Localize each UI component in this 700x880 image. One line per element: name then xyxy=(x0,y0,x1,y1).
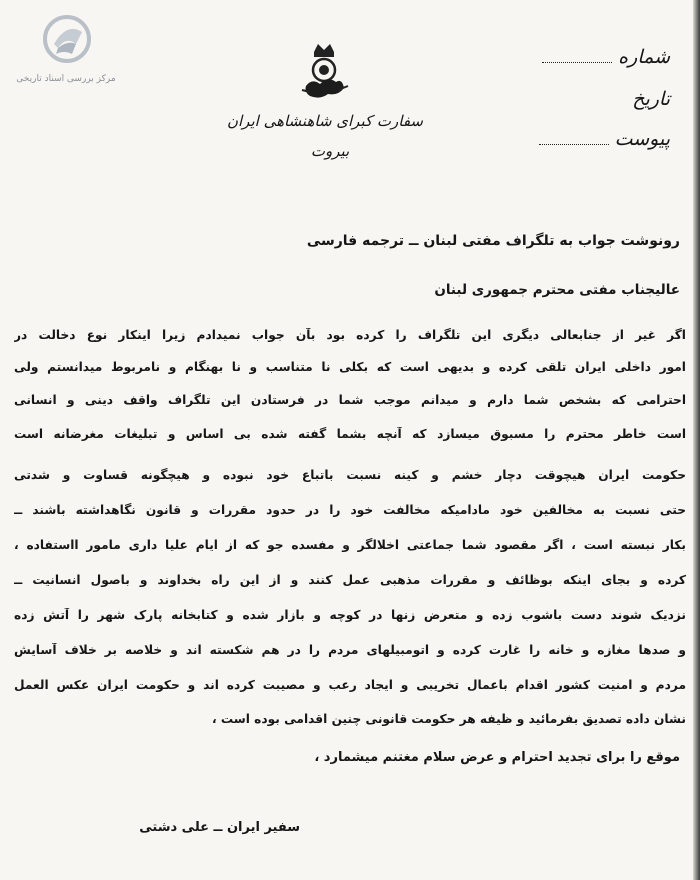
embassy-city: بیروت xyxy=(310,142,350,160)
attachment-label: پیوست xyxy=(614,128,670,150)
attachment-line xyxy=(539,130,609,145)
body-line: امور داخلی ایران تلقی کرده و بدیهی است که بکلی نا متناسب و نا بهنگام و نامربوط میدانستم ولی xyxy=(14,360,686,374)
body-line: حتی نسبت به مخالفین خود مادامیکه مخالفت خود را در حدود مقررات و قانون نگاهداشته باشند ــ xyxy=(14,503,686,517)
body-line: بکار نبسته است ، اگر مقصود شما جماعتی اخلالگر و مفسده جو که از ایام علیا داری مامور ااستفاده ، xyxy=(14,538,686,552)
body-line: کرده و بجای اینکه بوظائف و مقررات مذهبی عمل کنند و از این راه بخداوند و باصول انسانیت ــ xyxy=(14,573,686,587)
body-line: احترامی که بشخص شما دارم و میدانم موجب شما در فرستادن این تلگراف واقف دینی و انسانی xyxy=(14,393,686,407)
scan-edge xyxy=(693,0,700,880)
body-line: و صدها مغازه و خانه را غارت کرده و اتومبیلهای مردم را در هم شکسته اند و خلاصه بر خلاف آسایش xyxy=(14,643,686,657)
body-line: نزدیک شوند دست باشوب زده و متعرض زنها در کوچه و بازار شده و کتابخانه پارک شهر را آتش زده xyxy=(14,608,686,622)
body-line: است خاطر محترم را مسبوق میسازد که آنچه بشما گفته شده بی اساس و تبلیغات مغرضانه است xyxy=(14,427,686,441)
salutation: عالیجناب مفتی محترم جمهوری لبنان xyxy=(434,282,680,298)
attachment-field xyxy=(539,128,670,150)
watermark-text: مرکز بررسی اسناد تاریخی xyxy=(16,74,116,84)
date-field xyxy=(632,88,670,110)
body-line: نشان داده تصدیق بفرمائید و ظیفه هر حکومت قانونی چنین اقدامی بوده است ، xyxy=(211,712,686,726)
body-line: حکومت ایران هیچوقت دچار خشم و کینه نسبت باتباع خود نبوده و هیچگونه قساوت و شدتی xyxy=(14,468,686,482)
letter-subject: رونوشت جواب به تلگراف مفتی لبنان ــ ترجمه فارسی xyxy=(306,233,680,249)
embassy-name: سفارت کبرای شاهنشاهی ایران xyxy=(227,112,423,130)
closing-line: موقع را برای تجدید احترام و عرض سلام مغتنم میشمارد ، xyxy=(314,750,680,765)
body-line: اگر غیر از جنابعالی دیگری این تلگراف را کرده بود بآن جواب نمیدادم زیرا اینکار نوع دخالت در xyxy=(14,328,686,342)
signature-line: سفیر ایران ــ علی دشتی xyxy=(139,820,300,835)
number-field xyxy=(542,46,670,68)
archive-watermark xyxy=(6,14,126,89)
body-line: مردم و امنیت کشور اقدام باعمال تخریبی و ایجاد رعب و مصیبت کرده اند و حکومت ایران عکس العمل xyxy=(14,678,686,692)
date-label: تاریخ xyxy=(632,88,670,110)
archive-logo-icon xyxy=(42,14,92,64)
number-line xyxy=(542,48,612,63)
number-label: شماره xyxy=(618,46,670,68)
lion-and-sun-emblem-icon xyxy=(298,42,350,104)
